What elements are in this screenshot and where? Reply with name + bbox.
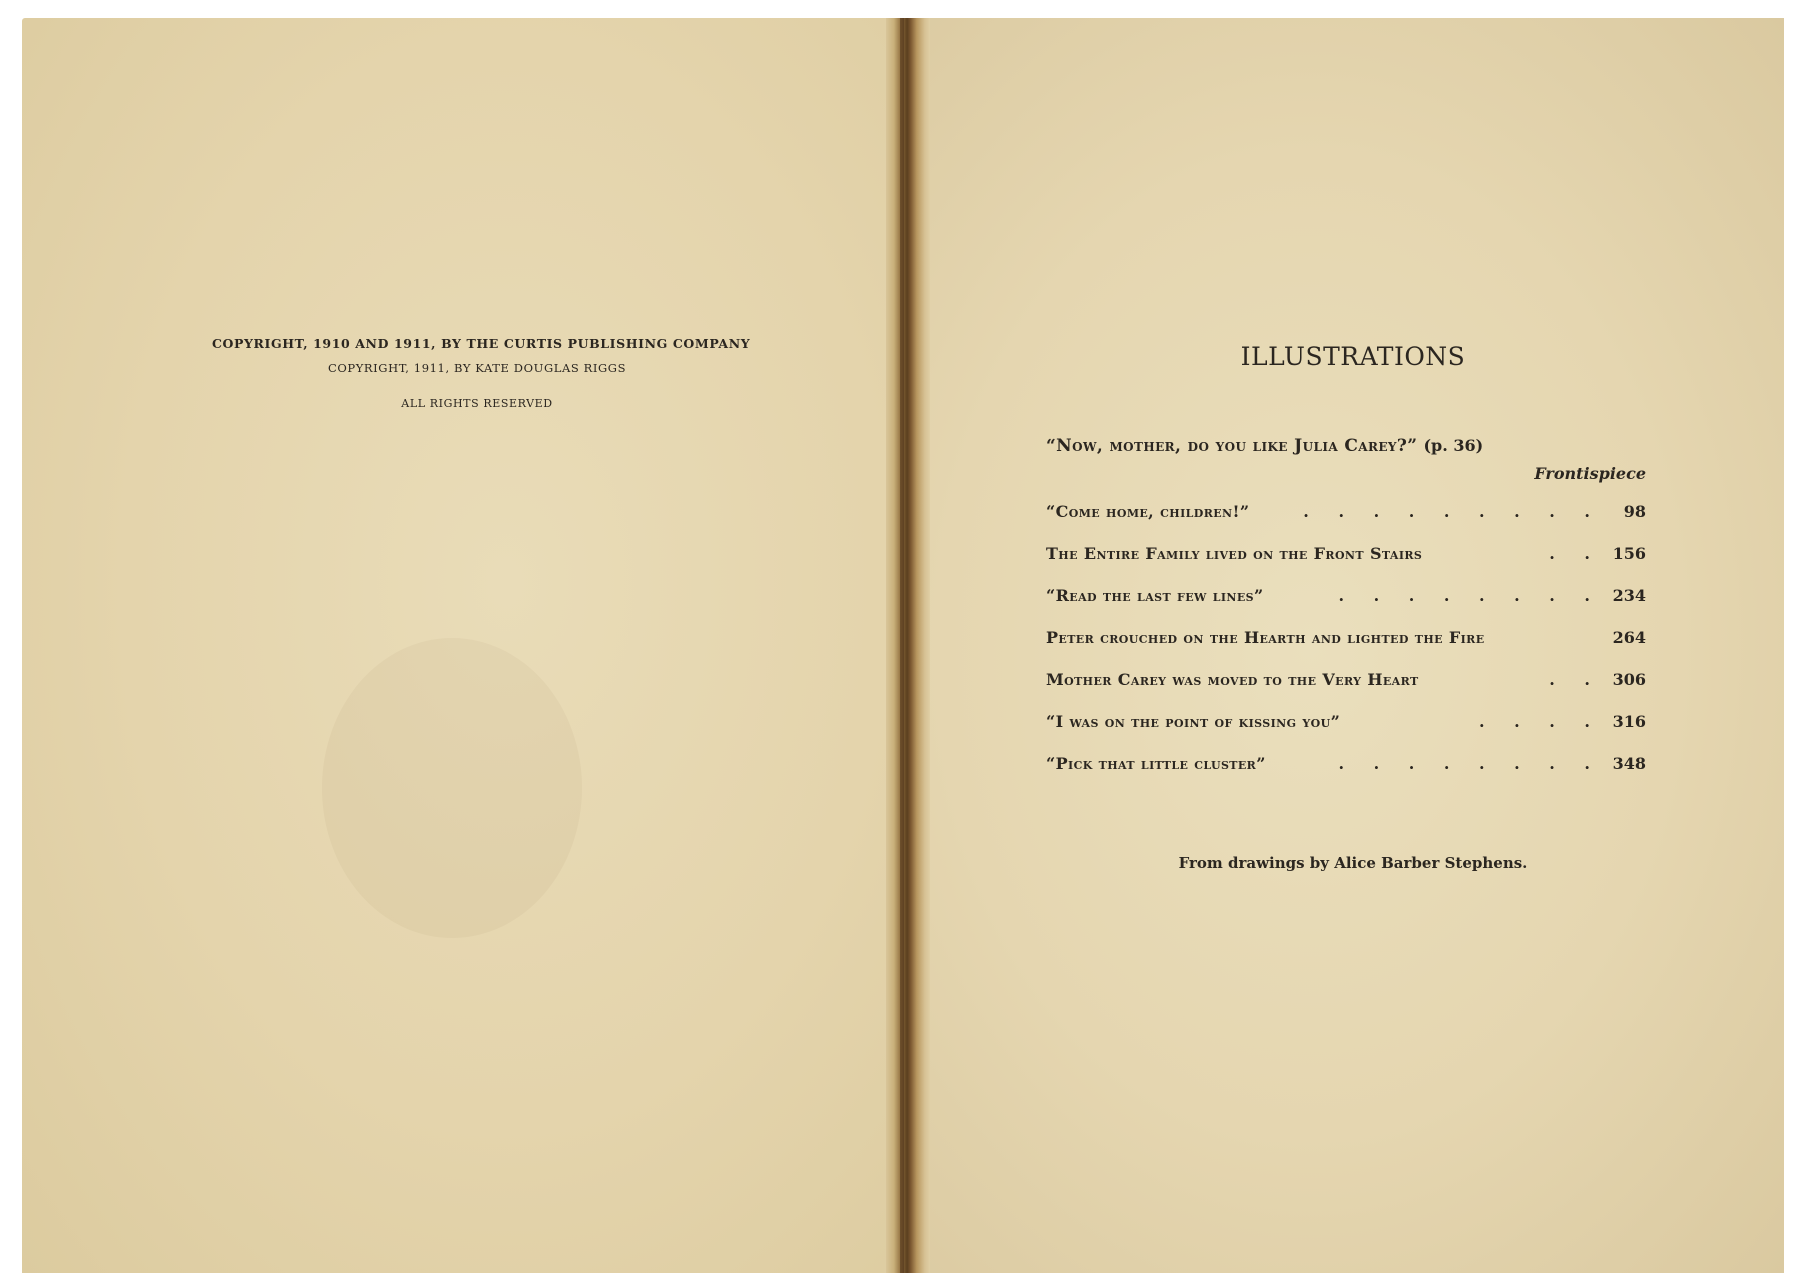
page-stain (322, 638, 582, 938)
entry-caption: “Come home, children!” (1046, 502, 1250, 521)
entry-caption: “Pick that little cluster” (1046, 754, 1266, 773)
list-item-frontispiece (1046, 436, 1646, 502)
entry-page: 306 (1612, 670, 1646, 689)
entry-caption: The Entire Family lived on the Front Stairs (1046, 544, 1423, 563)
list-item (1046, 712, 1646, 754)
book-spine (886, 18, 930, 1273)
illustration-credit: From drawings by Alice Barber Stephens. (1178, 854, 1528, 872)
list-item (1046, 586, 1646, 628)
entry-caption: “Read the last few lines” (1046, 586, 1264, 605)
left-page (22, 18, 902, 1273)
frontispiece-label: Frontispiece (1534, 464, 1646, 483)
entry-page: 348 (1612, 754, 1646, 773)
leader-dots: . . (1549, 544, 1602, 563)
list-item (1046, 544, 1646, 586)
copyright-line-2: COPYRIGHT, 1911, BY KATE DOUGLAS RIGGS (327, 361, 627, 375)
leader-dots: . . . . . . . . . (1303, 502, 1602, 521)
entry-caption: Peter crouched on the Hearth and lighted the Fire (1046, 628, 1485, 647)
copyright-line-1: COPYRIGHT, 1910 AND 1911, BY THE CURTIS PUBLISHING COMPANY (212, 336, 751, 351)
entry-page: 234 (1612, 586, 1646, 605)
list-item (1046, 670, 1646, 712)
rights-reserved: ALL RIGHTS RESERVED (401, 397, 553, 410)
leader-dots: . . . . . . . . (1338, 754, 1602, 773)
spine-gutter-line (900, 18, 904, 1273)
illustrations-list (1046, 436, 1646, 796)
list-item (1046, 628, 1646, 670)
entry-caption: “I was on the point of kissing you” (1046, 712, 1341, 731)
list-item (1046, 502, 1646, 544)
illustrations-heading: ILLUSTRATIONS (1240, 342, 1466, 371)
leader-dots: . . (1549, 670, 1602, 689)
entry-page: 156 (1612, 544, 1646, 563)
entry-page: 264 (1612, 628, 1646, 647)
frontispiece-page-ref: (p. 36) (1423, 436, 1484, 455)
list-item (1046, 754, 1646, 796)
leader-dots: . . . . . . . . (1338, 586, 1602, 605)
entry-caption: Mother Carey was moved to the Very Heart (1046, 670, 1419, 689)
copyright-block (212, 336, 751, 410)
leader-dots: . . . . (1479, 712, 1602, 731)
frontispiece-caption: “Now, mother, do you like Julia Carey?” (1046, 436, 1418, 456)
entry-page: 316 (1612, 712, 1646, 731)
right-page (922, 18, 1784, 1273)
entry-page: 98 (1623, 502, 1646, 521)
